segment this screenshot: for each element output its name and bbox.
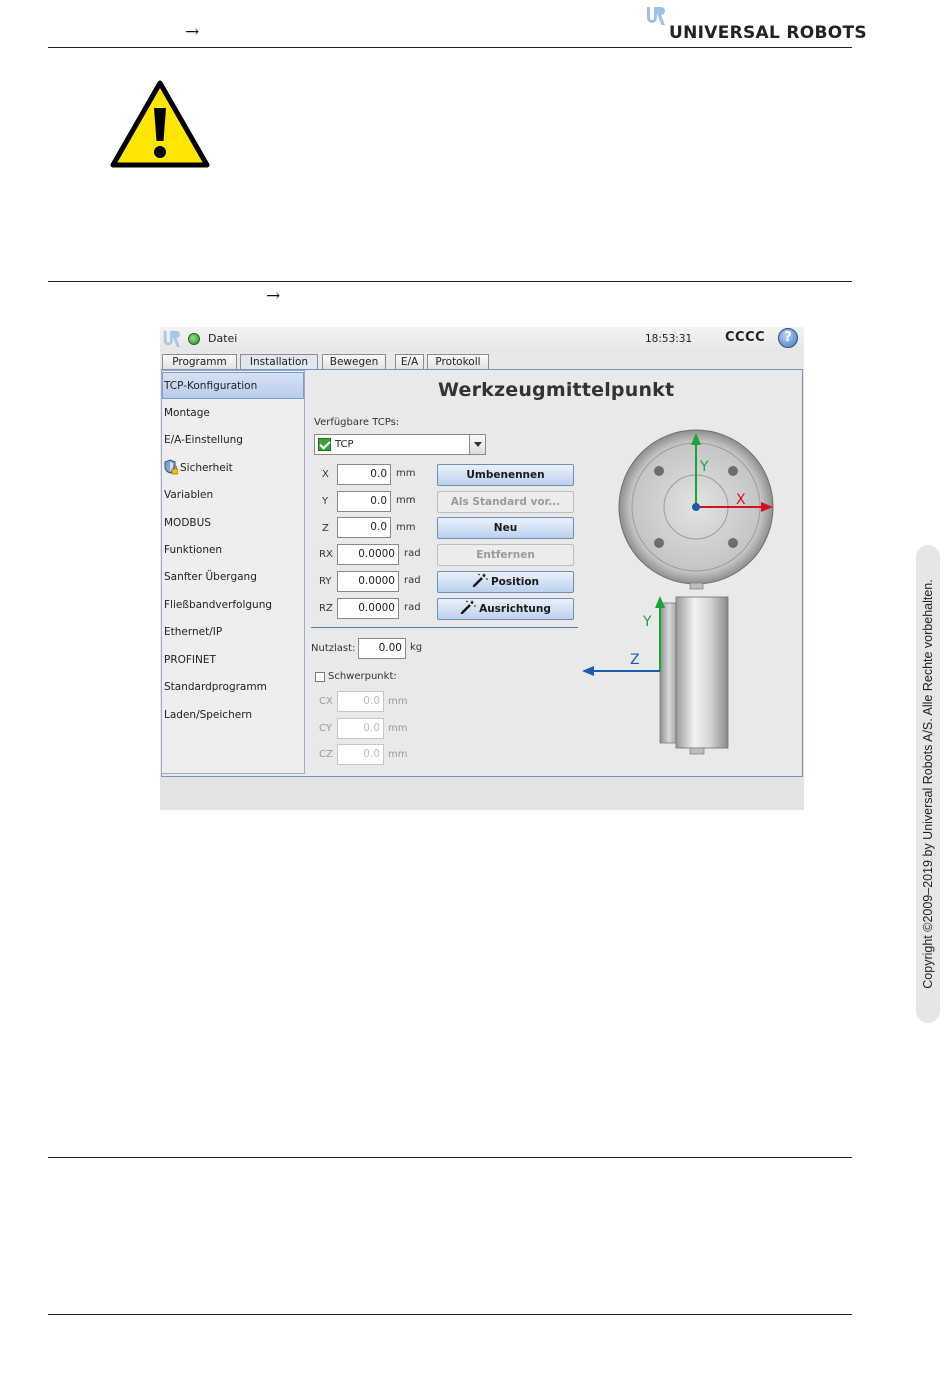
cy-unit: mm [388,723,408,734]
cx-field: 0.0 [337,691,384,712]
copyright-notice: Copyright ©2009–2019 by Universal Robots A/S. Alle Rechte vorbehalten. [921,579,935,989]
sidebar-item-standardprogramm[interactable] [164,674,302,701]
orientation-button-label: Ausrichtung [479,603,551,615]
section-rule-middle [48,1157,852,1158]
rx-label: RX [319,549,333,560]
sidebar-item-label: PROFINET [164,654,216,666]
sidebar-item-funktionen[interactable] [164,537,302,564]
new-button[interactable]: Neu [437,517,574,539]
tab-bewegen[interactable]: Bewegen [322,354,386,369]
header-rule [48,47,852,48]
orientation-button[interactable] [437,598,574,620]
x-axis-label: X [736,492,746,508]
sidebar-item-montage[interactable] [164,400,302,427]
section-divider [311,627,578,628]
page-title: Werkzeugmittelpunkt [438,379,675,401]
y-axis-side-label: Y [643,614,652,630]
rx-field[interactable]: 0.0000 [337,544,399,565]
magic-wand-icon [460,600,476,614]
sidebar-item-label: Ethernet/IP [164,626,223,638]
cx-unit: mm [388,696,408,707]
z-field[interactable]: 0.0 [337,517,391,538]
y-unit: mm [396,495,416,506]
sidebar-item-ea-einstellung[interactable] [164,427,302,454]
payload-label: Nutzlast: [311,643,356,654]
set-default-button[interactable]: Als Standard vor... [437,491,574,513]
ry-field[interactable]: 0.0000 [337,571,399,592]
tcp-select[interactable] [314,434,486,455]
header-arrow: → [185,22,200,42]
ur-logo-icon[interactable] [162,330,180,348]
sidebar-item-laden-speichern[interactable] [164,702,302,729]
rename-button[interactable]: Umbenennen [437,464,574,486]
magic-wand-icon [472,573,488,587]
ry-unit: rad [404,575,421,586]
sidebar-item-label: TCP-Konfiguration [164,380,258,392]
rz-field[interactable]: 0.0000 [337,598,399,619]
top-bar [160,327,804,351]
cz-label: CZ [319,749,333,760]
z-label: Z [322,523,329,534]
sidebar-item-ethernet-ip[interactable] [164,619,302,646]
tab-protokoll[interactable]: Protokoll [427,354,489,369]
sidebar-item-profinet[interactable] [164,647,302,674]
payload-field[interactable]: 0.00 [358,638,406,659]
center-of-gravity-checkbox[interactable] [315,672,325,682]
rz-unit: rad [404,602,421,613]
sidebar-item-label: Sanfter Übergang [164,571,257,583]
tcp-select-value: TCP [335,439,354,450]
rz-label: RZ [319,603,333,614]
sidebar-item-variablen[interactable] [164,482,302,509]
available-tcps-label: Verfügbare TCPs: [314,417,400,428]
payload-unit: kg [410,642,423,653]
remove-button[interactable]: Entfernen [437,544,574,566]
x-unit: mm [396,468,416,479]
position-button-label: Position [490,576,540,588]
tab-ea[interactable]: E/A [395,354,424,369]
ur-logo-icon [645,6,665,26]
check-icon [318,438,331,451]
sidebar-item-fliessbandverfolgung[interactable] [164,592,302,619]
sidebar-item-sicherheit[interactable] [164,455,302,482]
sidebar-item-label: Standardprogramm [164,681,267,693]
cy-label: CY [319,723,332,734]
cz-unit: mm [388,749,408,760]
installation-sidebar [161,370,305,774]
chevron-down-icon[interactable] [469,435,485,454]
sidebar-item-label: Laden/Speichern [164,709,252,721]
position-button[interactable] [437,571,574,593]
ry-label: RY [319,576,332,587]
warning-triangle-icon [110,80,210,168]
tab-installation[interactable]: Installation [240,354,318,370]
z-axis-label: Z [630,652,640,668]
section-rule-top [48,281,852,282]
y-label: Y [322,496,329,507]
z-unit: mm [396,522,416,533]
cy-field: 0.0 [337,718,384,739]
file-menu[interactable]: Datei [208,332,238,345]
sidebar-item-label: Montage [164,407,210,419]
status-bar [160,777,804,810]
robot-name: CCCC [725,330,766,345]
sidebar-item-label: Funktionen [164,544,223,556]
help-icon[interactable]: ? [778,328,798,348]
sidebar-item-tcp-konfiguration[interactable] [162,372,304,399]
center-of-gravity-label: Schwerpunkt: [328,671,397,682]
y-axis-label: Y [700,459,709,475]
universal-robots-logo [645,6,867,43]
cx-label: CX [319,696,333,707]
section-rule-bottom [48,1314,852,1315]
sidebar-item-label: E/A-Einstellung [164,434,243,446]
robot-status-icon [188,333,200,345]
tab-programm[interactable]: Programm [162,354,237,369]
x-label: X [322,469,329,480]
shield-lock-icon [164,459,178,475]
y-field[interactable]: 0.0 [337,491,391,512]
x-field[interactable]: 0.0 [337,464,391,485]
sidebar-item-label: MODBUS [164,517,211,529]
polyscope-screenshot [160,327,804,810]
rx-unit: rad [404,548,421,559]
section-arrow: → [266,286,281,306]
copyright-tab [916,545,940,1023]
cz-field: 0.0 [337,744,384,765]
sidebar-item-label: Sicherheit [180,462,233,474]
sidebar-item-modbus[interactable] [164,510,302,537]
brand-wordmark: UNIVERSAL ROBOTS [669,23,867,43]
sidebar-item-label: Variablen [164,489,214,501]
sidebar-item-label: Fließbandverfolgung [164,599,273,611]
tool-flange-diagram [580,427,805,762]
clock: 18:53:31 [645,333,693,345]
sidebar-item-sanfter-uebergang[interactable] [164,564,302,591]
